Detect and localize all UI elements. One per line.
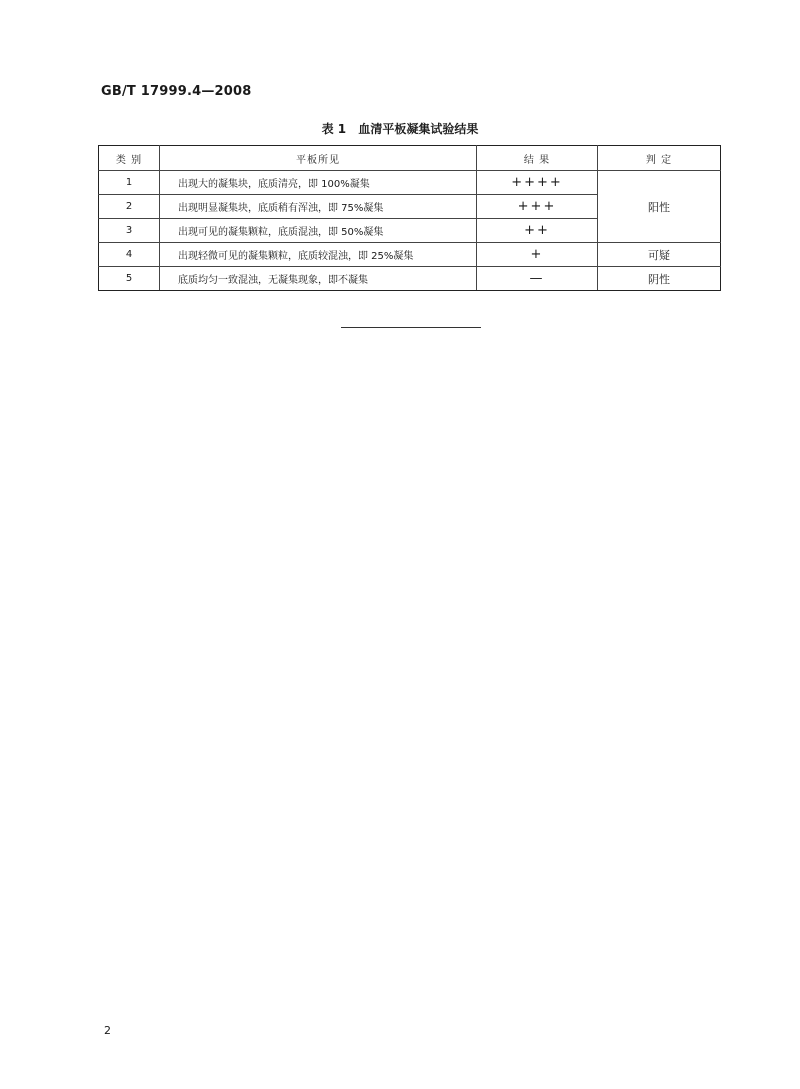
row-category: 5 [99, 267, 160, 291]
header-result: 结 果 [477, 146, 598, 171]
row-observation: 出现明显凝集块，底质稍有浑浊，即 75%凝集 [160, 195, 477, 219]
row-result: ++ [477, 219, 598, 243]
row-result: +++ [477, 195, 598, 219]
header-judgement: 判 定 [598, 146, 721, 171]
table-caption [0, 120, 800, 137]
table-row [99, 243, 721, 267]
row-observation: 出现可见的凝集颗粒，底质混浊，即 50%凝集 [160, 219, 477, 243]
judgement-negative: 阴性 [598, 267, 721, 291]
header-observation: 平板所见 [160, 146, 477, 171]
row-category: 2 [99, 195, 160, 219]
judgement-positive: 阳性 [598, 171, 721, 243]
row-result: — [477, 267, 598, 291]
agglutination-result-table [98, 145, 721, 291]
row-result: + [477, 243, 598, 267]
table-row [99, 267, 721, 291]
judgement-suspicious: 可疑 [598, 243, 721, 267]
standard-number: GB/T 17999.4—2008 [101, 84, 252, 99]
row-category: 4 [99, 243, 160, 267]
table-caption-label: 表 1 [321, 122, 347, 136]
row-result: ++++ [477, 171, 598, 195]
page-number: 2 [104, 1024, 111, 1037]
end-of-standard-rule [341, 327, 481, 328]
table-row [99, 171, 721, 195]
table-header-row [99, 146, 721, 171]
row-observation: 出现大的凝集块，底质清亮，即 100%凝集 [160, 171, 477, 195]
row-observation: 出现轻微可见的凝集颗粒，底质较混浊，即 25%凝集 [160, 243, 477, 267]
row-category: 3 [99, 219, 160, 243]
table-caption-title: 血清平板凝集试验结果 [358, 122, 479, 136]
header-category: 类 别 [99, 146, 160, 171]
row-category: 1 [99, 171, 160, 195]
row-observation: 底质均匀一致混浊，无凝集现象，即不凝集 [160, 267, 477, 291]
